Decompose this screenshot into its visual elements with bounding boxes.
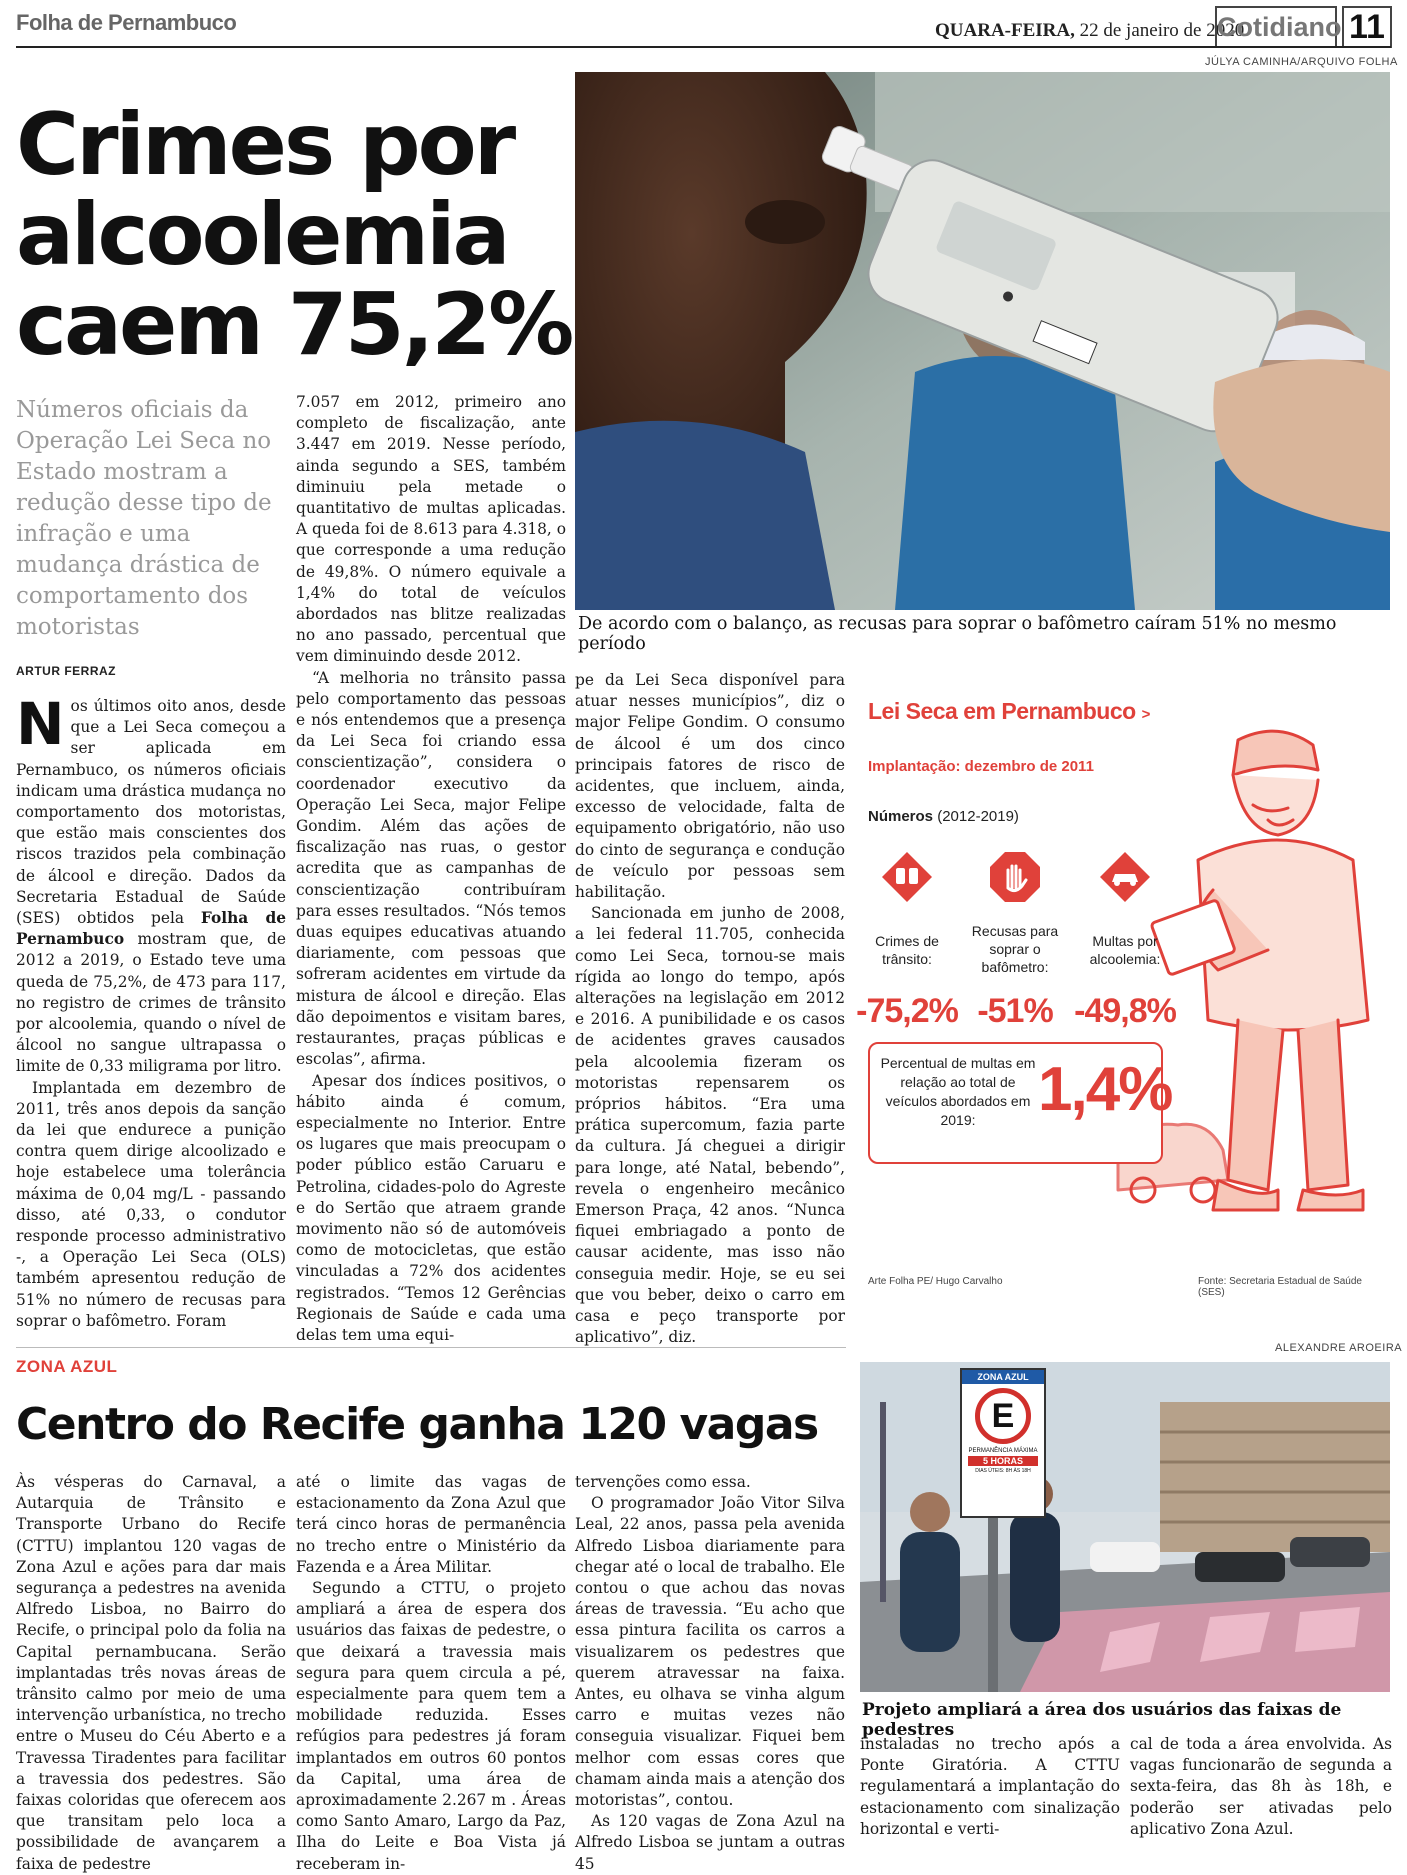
story1-column-1: Nos últimos oito anos, desde que a Lei Seca começou a ser aplicada em Pernambuco, os números oficiais indicam uma drástica mudança no comportamento dos motoristas, que estão mais conscientes dos riscos trazidos pela combinação de álcool e direção. Dados da Secretaria Estadual de Saúde (SES) obtidos pela Folha de Pernambuco mostram que, de 2012 a 2019, o Estado teve uma queda de 75,2%, de 473 para 117, no registro de crimes de trânsito por alcoolemia, quando o nível de álcool no sangue ultrapassa o limite de 0,33 miligrama por litro. Implantada em dezembro de 2011, três anos depois da sanção da lei que endurece a punição contra quem dirige alcoolizado e hoje estabelece uma tolerância máxima de 0,04 mg/L - passando disso, até 0,33, o condutor responde processo administrativo -, a Operação Lei Seca (OLS) também apresentou redução de 51% no número de recusas para soprar o bafômetro. Foram (16, 690, 286, 1330)
section-label: Cotidiano (1215, 6, 1337, 48)
dropcap: N (16, 690, 65, 758)
page-number: 11 (1342, 6, 1392, 48)
officer-illustration-icon (1118, 720, 1390, 1260)
infographic-subtitle: Implantação: dezembro de 2011 (868, 758, 1094, 775)
infographic (856, 680, 1390, 1298)
story2-rule (16, 1347, 846, 1348)
percent-box (868, 1042, 1172, 1164)
car-icon (1098, 850, 1152, 904)
photo1-credit: JÚLYA CAMINHA/ARQUIVO FOLHA (1205, 56, 1398, 68)
stat-label-fines: Multas por alcoolemia: (1089, 933, 1161, 967)
header-rule (16, 46, 1391, 48)
photo2-caption: Projeto ampliará a área dos usuários das faixas de pedestres (862, 1700, 1342, 1740)
source-credit: Fonte: Secretaria Estadual de Saúde (SES) (1198, 1276, 1362, 1298)
stat-value-crimes: -75,2% (856, 992, 958, 1030)
stat-value-fines: -49,8% (1074, 992, 1176, 1030)
masthead: Folha de Pernambuco (16, 10, 237, 35)
zona-azul-photo (860, 1362, 1390, 1692)
photo1-caption: De acordo com o balanço, as recusas para soprar o bafômetro caíram 51% no mesmo período (578, 614, 1337, 654)
stat-value-refusals: -51% (977, 992, 1053, 1030)
art-credit: Arte Folha PE/ Hugo Carvalho (868, 1276, 1003, 1287)
stat-label-refusals: Recusas para soprar o bafômetro: (971, 923, 1059, 975)
deck: Números oficiais da Operação Lei Seca no Estado mostram a redução desse tipo de infração e uma mudança drástica de comportamento dos motoristas (16, 397, 272, 640)
story2-column-1: Às vésperas do Carnaval, a Autarquia de Trânsito e Transporte Urbano do Recife (CTTU) implantou 120 vagas de Zona Azul e ações para dar mais segurança a pedestres na avenida Alfredo Lisboa, no Bairro do Recife, o principal polo da folia na Capital pernambucana. Serão implantadas três novas áreas de trânsito calmo por meio de uma intervenção urbanística, no trecho entre o Museu do Céu Aberto e a Travessa Tiradentes para facilitar a travessia dos pedestres. São faixas coloridas que oferecem aos que transitam pelo loca a possibilidade de avançarem a faixa de pedestre (16, 1473, 286, 1873)
percent-value: 1,4% (1038, 1055, 1172, 1124)
stat-label-crimes: Crimes de trânsito: (875, 933, 939, 967)
hand-stop-icon (988, 850, 1042, 904)
story1-column-3: pe da Lei Seca disponível para atuar nesses municípios”, diz o major Felipe Gondim. O consumo de álcool é um dos cinco principais fatores de risco de acidentes, que incluem, ainda, excesso de velocidade, falta de equipamento obrigatório, não uso do cinto de segurança e condução de veículo por pessoas sem habilitação. Sancionada em junho de 2008, a lei federal 11.705, conhecida como Lei Seca, tornou-se mais rígida ao longo do tempo, após alterações na legislação em 2012 e 2016. A punibilidade e os casos de acidentes graves causados pela alcoolemia fizeram os motoristas repensarem os próprios hábitos. “Era uma prática supercomum, fazia parte da cultura. Já cheguei a dirigir para longe, até Natal, bebendo”, revela o engenheiro mecânico Emerson Praça, 42 anos. “Nunca fiquei embriagado a ponto de causar acidente, mas isso não conseguia medir. Hoje, se eu sei que vou beber, deixo o carro em casa e peço transporte por aplicativo”, diz. (575, 671, 845, 1347)
story2-column-4: instaladas no trecho após a Ponte Giratória. A CTTU regulamentará a implantação do estacionamento com sinalização horizontal e verti- (860, 1735, 1120, 1838)
cars-icon (880, 850, 934, 904)
byline: ARTUR FERRAZ (16, 664, 116, 678)
issue-date: QUARA-FEIRA, 22 de janeiro de 2020 (935, 20, 1245, 41)
breathalyzer-photo (575, 72, 1390, 610)
story2-column-5: cal de toda a área envolvida. As vagas funcionarão de segunda a sexta-feira, das 8h às 18h, e poderão ser ativadas pelo aplicativo Zona Azul. (1130, 1735, 1392, 1838)
story2-column-3: tervenções como essa. O programador João Vitor Silva Leal, 22 anos, passa pela avenida Alfredo Lisboa diariamente para chegar até o local de trabalho. Ele contou o que achou das novas áreas de travessia. “Eu acho que essa pintura facilita os carros a visualizarem os pedestres que querem atravessar na faixa. Antes, eu olhava se vinha algum carro e muitas vezes não conseguia visualizar. Fiquei bem melhor com essas cores que chamam ainda mais a atenção dos motoristas”, contou. As 120 vagas de Zona Azul na Alfredo Lisboa se juntam a outras 45 (575, 1473, 845, 1873)
infographic-title: Lei Seca em Pernambuco > (868, 698, 1150, 724)
main-headline: Crimes por alcoolemia caem 75,2% (16, 95, 572, 375)
story2-column-2: até o limite das vagas de estacionamento da Zona Azul que terá cinco horas de permanência no trecho entre o Ministério da Fazenda e a Área Militar. Segundo a CTTU, o projeto ampliará a área de espera dos usuários das faixas de pedestre, o que deixará a travessia mais segura para quem circula a pé, especialmente para quem tem a mobilidade reduzida. Esses refúgios para pedestres já foram implantados em outros 60 pontos da Capital, uma área de aproximadamente 2.267 m . Áreas como Santo Amaro, Largo da Paz, Ilha do Leite e Boa Vista já receberam in- (296, 1473, 566, 1873)
zona-azul-sign: ZONA AZUL E PERMANÊNCIA MÁXIMA 5 HORAS DIAS ÚTEIS: 8H ÀS 18H (960, 1368, 1046, 1518)
percent-label: Percentual de multas em relação ao total de veículos abordados em 2019: (880, 1055, 1036, 1128)
numbers-heading: Números (2012-2019) (868, 808, 1019, 825)
story2-headline: Centro do Recife ganha 120 vagas (16, 1399, 818, 1450)
story2-kicker: ZONA AZUL (16, 1357, 118, 1376)
story1-column-2: 7.057 em 2012, primeiro ano completo de fiscalização, ante 3.447 em 2019. Nesse período, ainda segundo a SES, também diminuiu pela metade o quantitativo de multas aplicadas. A queda foi de 8.613 para 4.318, o que corresponde a uma redução de 49,8%. O número equivale a 1,4% do total de veículos abordados nas blitze realizadas no ano passado, percentual que vem diminuindo desde 2012. “A melhoria no trânsito passa pelo comportamento das pessoas e nós entendemos que a presença da Lei Seca foi criando essa conscientização”, considera o coordenador executivo da Operação Lei Seca, major Felipe Gondim. Além das ações de fiscalização nas ruas, o gestor acredita que as campanhas de conscientização contribuíram para esses resultados. “Nós temos duas equipes educativas atuando diariamente, com pessoas que sofreram acidentes em virtude da mistura de álcool e direção. Elas dão depoimentos e visitam bares, restaurantes, praças públicas e escolas”, afirma. Apesar dos índices positivos, o hábito ainda é comum, especialmente no Interior. Entre os lugares que mais preocupam o poder público estão Caruaru e Petrolina, cidades-polo do Agreste e do Sertão que atraem grande movimento não só de automóveis como de motocicletas, que estão vinculadas a 72% dos acidentes registrados. “Temos 12 Gerências Regionais de Saúde e cada uma delas tem uma equi- (296, 393, 566, 1344)
photo2-credit: ALEXANDRE AROEIRA (1275, 1342, 1403, 1354)
